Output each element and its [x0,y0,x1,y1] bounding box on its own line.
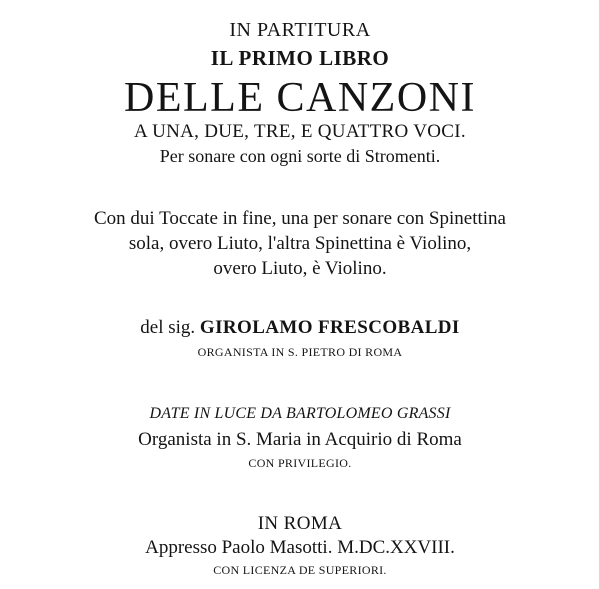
main-title: DELLE CANZONI [124,75,476,121]
author-line [0,318,600,337]
toccate-line-2: sola, overo Liuto, l'altra Spinettina è Violino, [128,233,472,254]
in-partitura-heading: IN PARTITURA [229,19,371,41]
privilegio-line: CON PRIVILEGIO. [248,456,352,470]
author-prefix: del sig. [140,317,196,338]
date-in-luce-line: DATE IN LUCE DA BARTOLOMEO GRASSI [149,405,451,422]
toccate-line-3: overo Liuto, è Violino. [213,258,387,279]
primo-libro-heading: IL PRIMO LIBRO [210,46,390,70]
licenza-line: CON LICENZA DE SUPERIORI. [213,563,387,577]
toccate-line-1: Con dui Toccate in fine, una per sonare con Spinettina [94,208,506,229]
voci-subtitle: A UNA, DUE, TRE, E QUATTRO VOCI. [134,121,466,142]
imprint-city: IN ROMA [257,513,343,534]
stromenti-subtitle: Per sonare con ogni sorte di Stromenti. [159,146,441,166]
author-role: ORGANISTA IN S. PIETRO DI ROMA [197,345,403,359]
imprint-printer: Appresso Paolo Masotti. M.DC.XXVIII. [145,537,455,558]
author-name: GIROLAMO FRESCOBALDI [199,317,460,338]
editor-organista-line: Organista in S. Maria in Acquirio di Roma [138,429,462,450]
